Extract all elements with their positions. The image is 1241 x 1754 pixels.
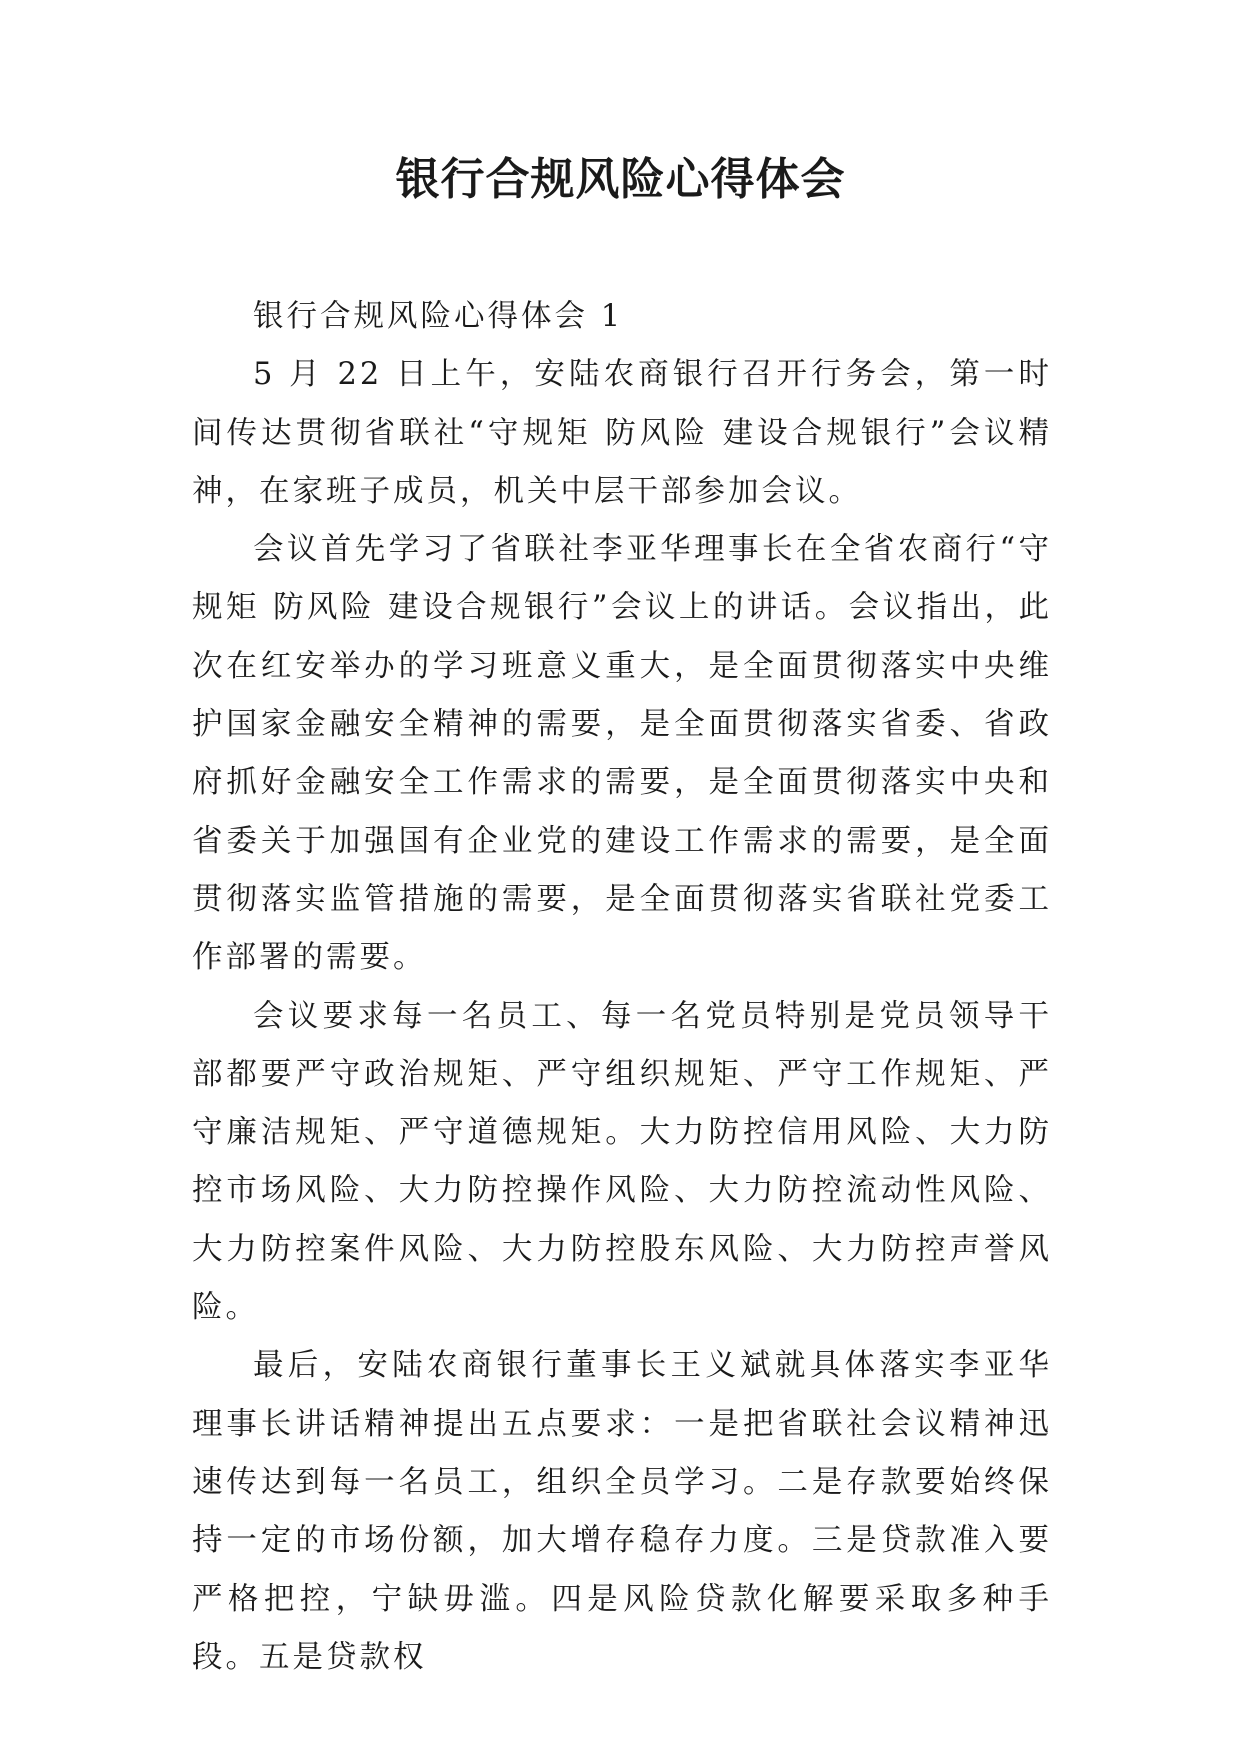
document-title: 银行合规风险心得体会 (395, 154, 846, 205)
paragraph: 会议要求每一名员工、每一名党员特别是党员领导干部都要严守政治规矩、严守组织规矩、严守工作规矩、严守廉洁规矩、严守道德规矩。大力防控信用风险、大力防控市场风险、大力防控操作风险、大力防控流动性风险、大力防控案件风险、大力防控股东风险、大力防控声誉风险。 (192, 998, 1052, 1326)
section-heading: 银行合规风险心得体会 1 (253, 299, 624, 334)
paragraph: 最后，安陆农商银行董事长王义斌就具体落实李亚华理事长讲话精神提出五点要求：一是把省联社会议精神迅速传达到每一名员工，组织全员学习。二是存款要始终保持一定的市场份额，加大增存稳存力度。三是贷款准入要严格把控，宁缺毋滥。四是风险贷款化解要采取多种手段。五是贷款权 (192, 1348, 1052, 1675)
document-body (192, 288, 1052, 1687)
paragraph: 会议首先学习了省联社李亚华理事长在全省农商行“守规矩 防风险 建设合规银行”会议上的讲话。会议指出，此次在红安举办的学习班意义重大，是全面贯彻落实中央维护国家金融安全精神的需要，是全面贯彻落实省委、省政府抓好金融安全工作需求的需要，是全面贯彻落实中央和省委关于加强国有企业党的建设工作需求的需要，是全面贯彻落实监管措施的需要，是全面贯彻落实省联社党委工作部署的需要。 (192, 532, 1052, 976)
paragraph: 5 月 22 日上午，安陆农商银行召开行务会，第一时间传达贯彻省联社“守规矩 防风险 建设合规银行”会议精神，在家班子成员，机关中层干部参加会议。 (192, 357, 1052, 509)
